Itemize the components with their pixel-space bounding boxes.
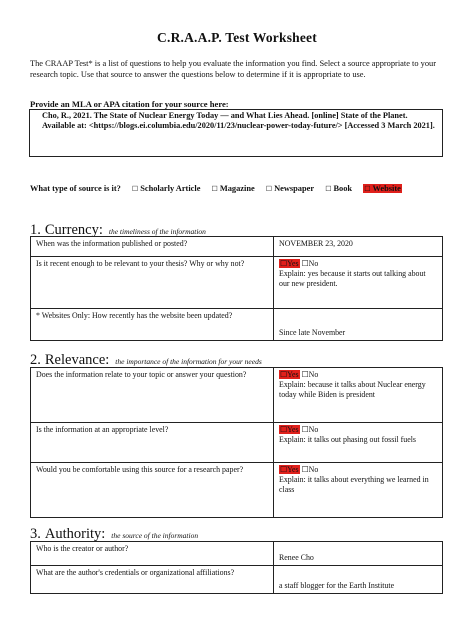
source-type-question: What type of source is it? [30,184,121,193]
option-label: Scholarly Article [140,184,201,193]
table-row [31,309,443,341]
option-book[interactable] [325,184,352,193]
table-row [31,463,443,518]
currency-table [30,236,443,341]
answer-cell[interactable] [274,368,443,423]
answer-cell[interactable]: a staff blogger for the Earth Institute [274,566,443,594]
question-cell: Would you be comfortable using this source for a research paper? [31,463,274,518]
table-row [31,423,443,463]
yes-checkbox[interactable]: ☐Yes [280,465,299,474]
explain-text: Explain: because it talks about Nuclear energy today while Biden is president [279,380,426,399]
question-cell: When was the information published or posted? [31,237,274,257]
table-row [31,368,443,423]
table-row [31,257,443,309]
checkbox-icon[interactable]: ☐ [265,185,273,193]
no-checkbox[interactable]: ☐No [301,465,319,474]
section-subtitle: the importance of the information for your needs [115,357,262,366]
checkbox-icon[interactable]: ☐ [131,185,139,193]
table-row [31,566,443,594]
section-subtitle: the timeliness of the information [108,227,206,236]
checkbox-icon[interactable]: ☐ [325,185,332,193]
section-title: Relevance: [44,352,110,368]
answer-cell[interactable] [274,423,443,463]
explain-text: Explain: it talks out phasing out fossil fuels [279,435,416,444]
no-checkbox[interactable]: ☐No [301,259,319,268]
question-cell: Who is the creator or author? [31,542,274,566]
question-cell: * Websites Only: How recently has the website been updated? [31,309,274,341]
option-website[interactable] [363,184,402,193]
no-checkbox[interactable]: ☐No [301,370,319,379]
answer-cell[interactable]: NOVEMBER 23, 2020 [274,237,443,257]
option-magazine[interactable] [212,184,255,193]
citation-label: Provide an MLA or APA citation for your source here: [30,99,229,109]
authority-table [30,541,443,594]
explain-text: Explain: yes because it starts out talking about our new president. [279,269,426,288]
answer-cell[interactable]: Since late November [274,309,443,341]
question-cell: Is it recent enough to be relevant to your thesis? Why or why not? [31,257,274,309]
checkbox-icon[interactable]: ☐ [211,185,218,193]
option-label: Newspaper [274,184,315,193]
yes-checkbox[interactable]: ☐Yes [280,425,299,434]
intro-paragraph: The CRAAP Test* is a list of questions to help you evaluate the information you find. Select a source appropriate to your research topic. Use that source to answer the questions below to determine if it is appropriate to use. [30,59,436,79]
section-subtitle: the source of the information [111,531,199,540]
source-type-row [30,184,460,193]
explain-text: Explain: it talks about everything we learned in class [279,475,429,494]
option-newspaper[interactable] [266,184,314,193]
section-title: Authority: [44,526,106,542]
question-cell: Is the information at an appropriate level? [31,423,274,463]
relevance-table [30,367,443,518]
checkbox-icon[interactable]: ☐ [364,185,371,193]
option-label: Magazine [219,184,255,193]
citation-text: Cho, R., 2021. The State of Nuclear Energy Today — and What Lies Ahead. [online] State of the Planet. Available at: <https://blogs.ei.columbia.edu/2020/11/23/nuclear-power-today-future/> [Accessed 3 March 2021]. [42,111,435,131]
section-number: 3. [30,526,41,542]
table-row [31,237,443,257]
option-label: Book [333,184,353,193]
section-number: 2. [30,352,41,368]
section-title: Currency: [44,222,103,238]
option-scholarly-article[interactable] [132,184,201,193]
yes-checkbox[interactable]: ☐Yes [280,370,299,379]
question-cell: Does the information relate to your topic or answer your question? [31,368,274,423]
answer-cell[interactable] [274,463,443,518]
answer-cell[interactable] [274,257,443,309]
option-label: Website [372,184,401,193]
table-row [31,542,443,566]
answer-cell[interactable]: Renee Cho [274,542,443,566]
yes-checkbox[interactable]: ☐Yes [280,259,299,268]
question-cell: What are the author's credentials or organizational affiliations? [31,566,274,594]
page-title: C.R.A.A.P. Test Worksheet [157,30,317,45]
section-number: 1. [30,222,41,238]
citation-box[interactable] [29,109,443,157]
no-checkbox[interactable]: ☐No [301,425,319,434]
